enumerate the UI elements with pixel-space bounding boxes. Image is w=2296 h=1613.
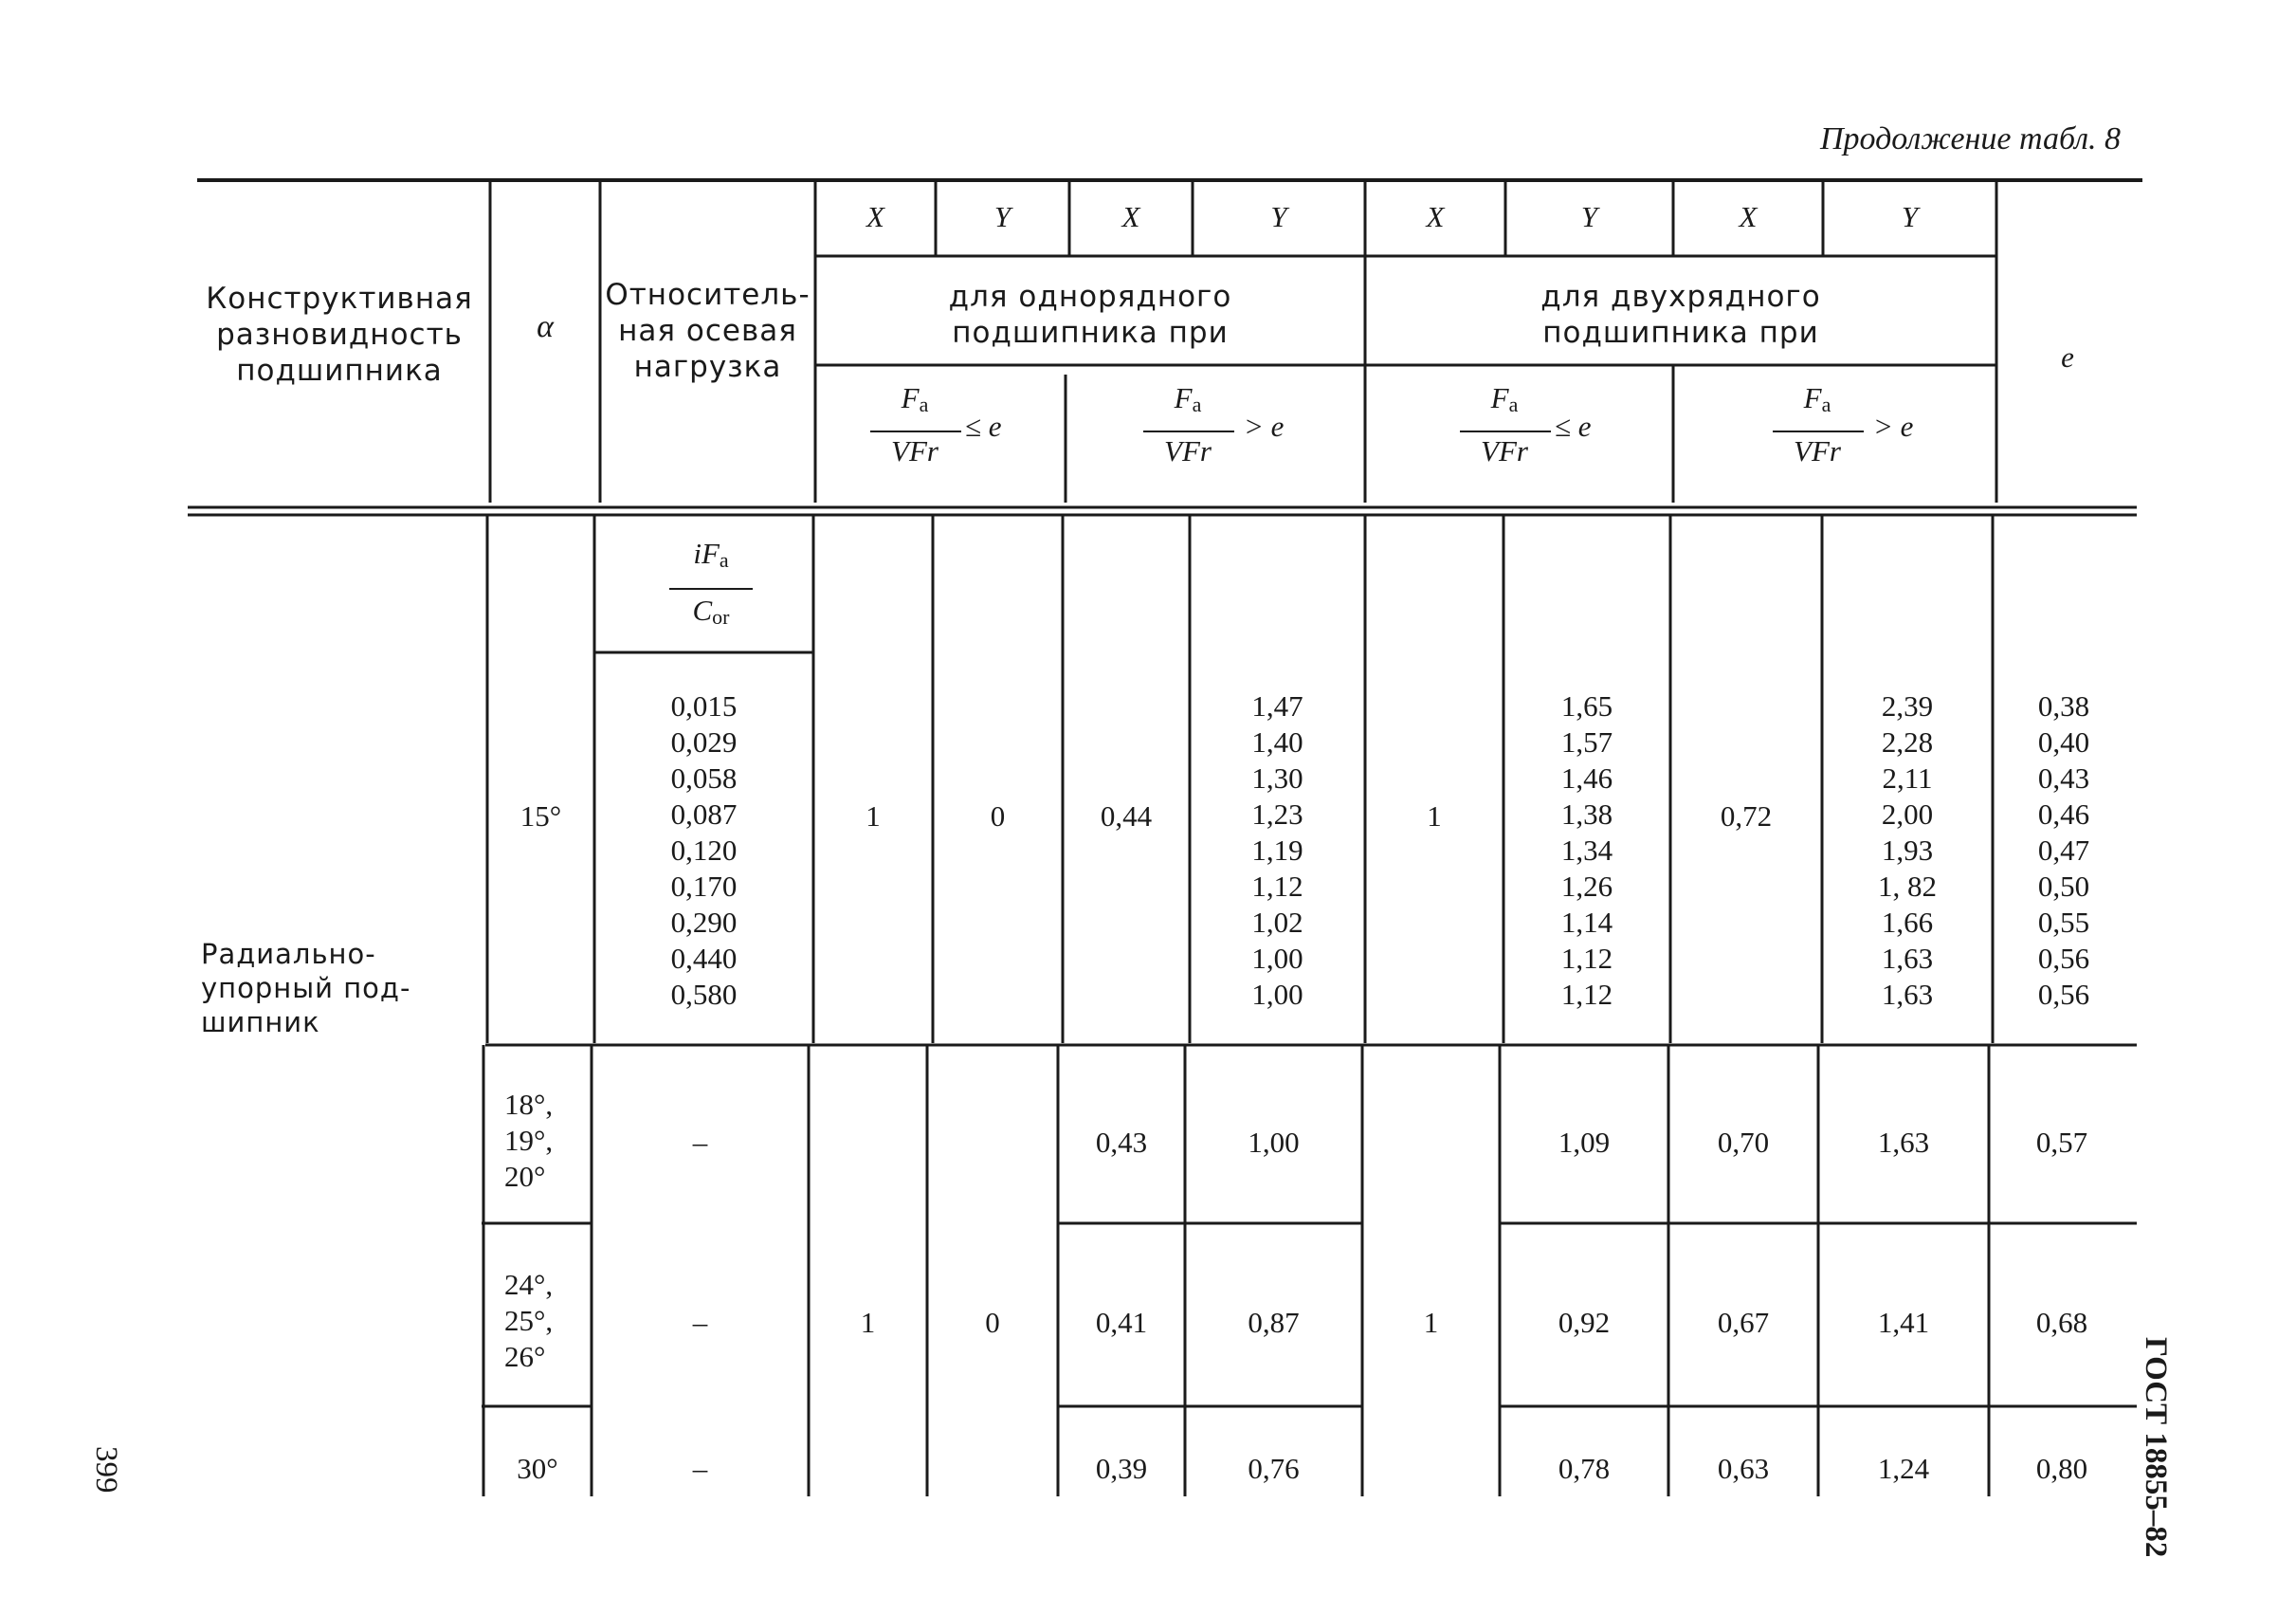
y4-24-26: 1,41 (1877, 1306, 1930, 1339)
header-fraction-single-gt: $F_a$ VFr > e (1136, 381, 1287, 476)
x1-15: 1 (866, 799, 881, 833)
y3-values-15: 1,65 1,57 1,46 1,38 1,34 1,26 1,14 1,12 1,12 (1560, 689, 1613, 1011)
x2-24-26: 0,41 (1095, 1306, 1148, 1339)
header-x-2: X (1121, 200, 1140, 233)
x2-15: 0,44 (1100, 799, 1153, 833)
bearing-type-label: Радиально- упорный под- шипник (201, 938, 411, 1038)
x4-18-20: 0,70 (1717, 1126, 1770, 1159)
header-alpha: α (537, 309, 554, 344)
header-x-1: X (866, 200, 884, 233)
e-30: 0,80 (2035, 1452, 2088, 1485)
y4-18-20: 1,63 (1877, 1126, 1930, 1159)
header-fraction-single-le: $F_a$ VFr ≤ e (863, 381, 1014, 476)
x2-18-20: 0,43 (1095, 1126, 1148, 1159)
x4-30: 0,63 (1717, 1452, 1770, 1485)
ratio-label: $iF_a$ $C_{or}$ (664, 531, 758, 645)
header-fraction-double-gt: $F_a$ VFr > e (1765, 381, 1917, 476)
y3-24-26: 0,92 (1558, 1306, 1611, 1339)
y2-24-26: 0,87 (1248, 1306, 1300, 1339)
header-axial-load: Относитель- ная осевая нагрузка (605, 278, 811, 384)
page-number: 399 (89, 1446, 123, 1494)
ratio-24-26: – (692, 1306, 708, 1339)
table-caption: Продолжение табл. 8 (1820, 121, 2122, 156)
x4-24-26: 0,67 (1717, 1306, 1770, 1339)
y2-30: 0,76 (1248, 1452, 1300, 1485)
alpha-15: 15° (519, 799, 562, 833)
x1-shared: 1 (860, 1306, 876, 1339)
x2-30: 0,39 (1095, 1452, 1148, 1485)
alpha-18-20: 18°, 19°, 20° (504, 1088, 554, 1193)
e-18-20: 0,57 (2035, 1126, 2088, 1159)
header-x-3: X (1426, 200, 1445, 233)
header-x-4: X (1739, 200, 1758, 233)
header-fraction-double-le: $F_a$ VFr ≤ e (1452, 381, 1604, 476)
x4-15: 0,72 (1720, 799, 1773, 833)
x3-shared: 1 (1423, 1306, 1439, 1339)
x3-15: 1 (1427, 799, 1442, 833)
header-double-row: для двухрядного подшипника при (1540, 280, 1821, 350)
alpha-24-26: 24°, 25°, 26° (504, 1268, 554, 1373)
ratio-30: – (692, 1452, 708, 1485)
e-values-15: 0,38 0,40 0,43 0,46 0,47 0,50 0,55 0,56 0,56 (2037, 689, 2090, 1011)
y3-30: 0,78 (1558, 1452, 1611, 1485)
e-24-26: 0,68 (2035, 1306, 2088, 1339)
y2-18-20: 1,00 (1248, 1126, 1300, 1159)
header-single-row: для однорядного подшипника при (948, 280, 1232, 350)
header-e: e (2061, 340, 2074, 374)
header-bearing-type: Конструктивная разновидность подшипника (206, 282, 473, 388)
y1-15: 0 (990, 799, 1006, 833)
header-y-4: Y (1901, 200, 1919, 233)
header-y-2: Y (1270, 200, 1287, 233)
ratio-18-20: – (692, 1126, 708, 1159)
header-y-3: Y (1580, 200, 1598, 233)
y2-values-15: 1,47 1,40 1,30 1,23 1,19 1,12 1,02 1,00 1,00 (1251, 689, 1303, 1011)
standard-label: ГОСТ 18855–82 (2139, 1337, 2173, 1558)
y4-values-15: 2,39 2,28 2,11 2,00 1,93 1, 82 1,66 1,63 1,63 (1878, 689, 1937, 1011)
y1-shared: 0 (985, 1306, 1000, 1339)
y3-18-20: 1,09 (1558, 1126, 1611, 1159)
y4-30: 1,24 (1877, 1452, 1930, 1485)
header-y-1: Y (993, 200, 1011, 233)
ratio-values-15: 0,015 0,029 0,058 0,087 0,120 0,170 0,290 0,440 0,580 (670, 689, 738, 1011)
alpha-30: 30° (517, 1452, 558, 1485)
